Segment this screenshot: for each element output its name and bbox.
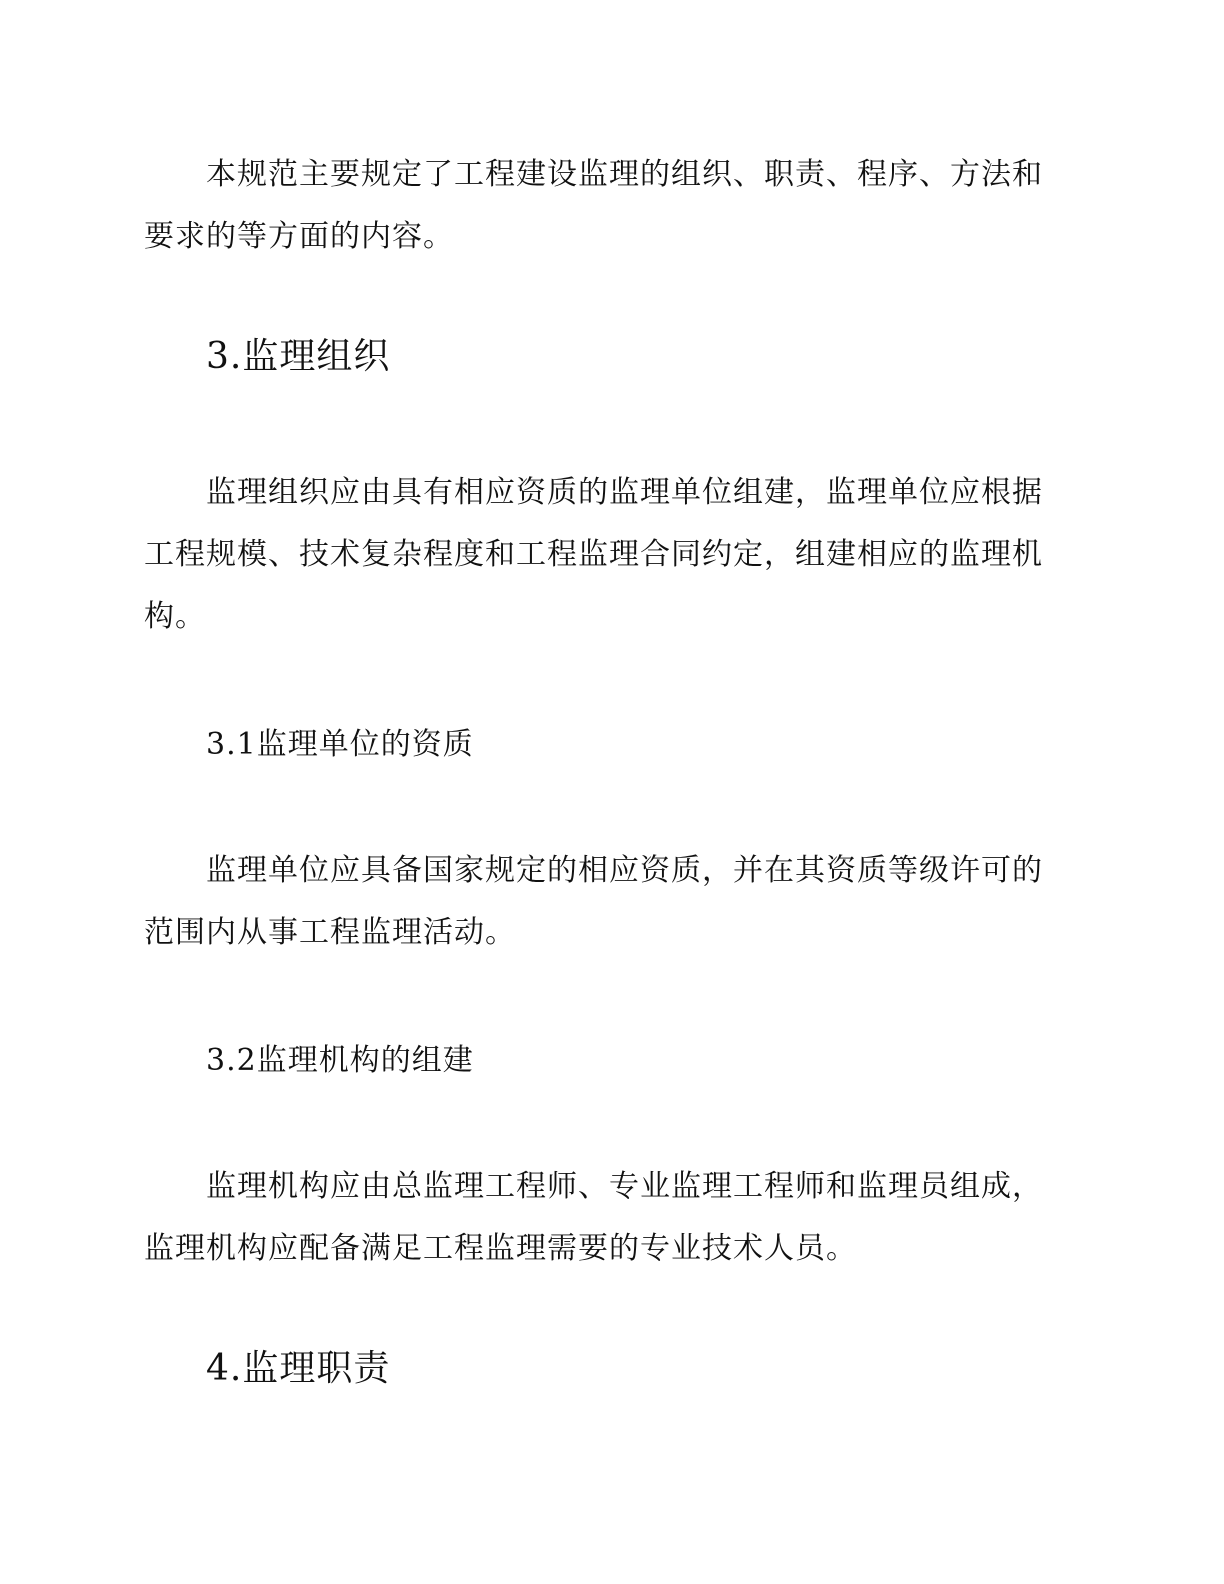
section-4-heading: 4.监理职责: [206, 1348, 391, 1389]
section-3-2-paragraph: 监理机构应由总监理工程师、专业监理工程师和监理员组成，监理机构应配备满足工程监理需要的专业技术人员。: [144, 1169, 1043, 1266]
section-3-paragraph: 监理组织应由具有相应资质的监理单位组建，监理单位应根据工程规模、技术复杂程度和工程监理合同约定，组建相应的监理机构。: [144, 475, 1043, 634]
section-3-1-heading: 3.1监理单位的资质: [206, 727, 474, 762]
section-3-1-paragraph: 监理单位应具备国家规定的相应资质，并在其资质等级许可的范围内从事工程监理活动。: [144, 853, 1043, 950]
section-3-2-heading: 3.2监理机构的组建: [206, 1043, 474, 1078]
intro-paragraph: 本规范主要规定了工程建设监理的组织、职责、程序、方法和要求的等方面的内容。: [144, 157, 1043, 254]
section-3-heading: 3.监理组织: [206, 336, 391, 377]
